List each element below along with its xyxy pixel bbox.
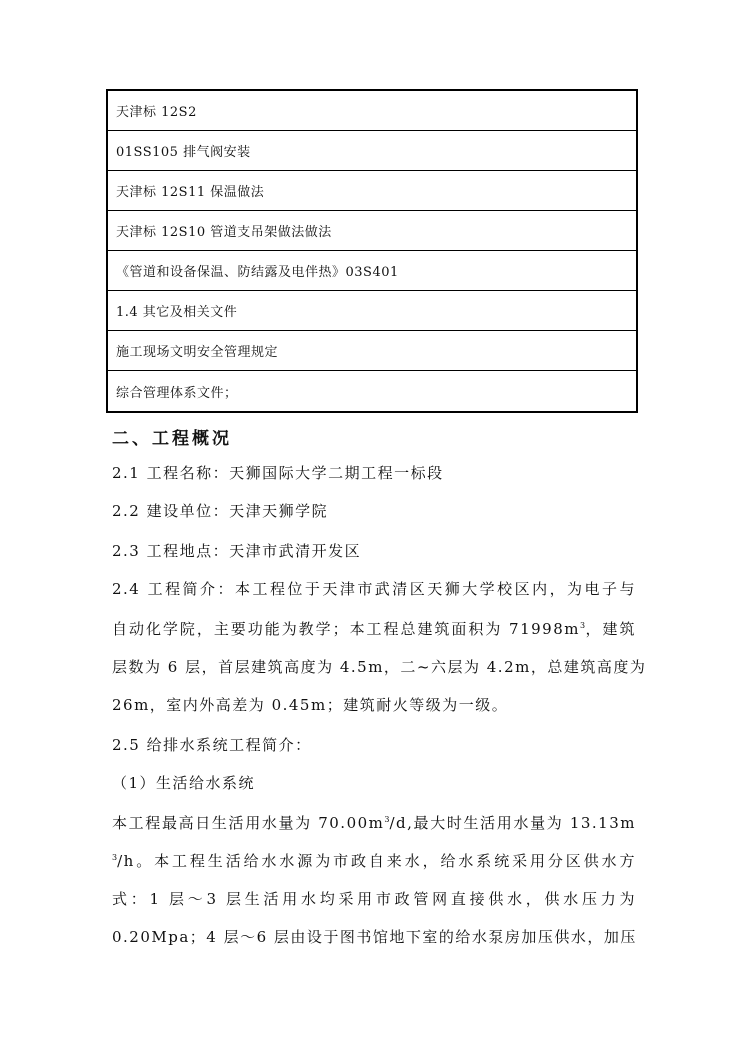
table-cell: 天津标 12S10 管道支吊架做法做法	[116, 225, 332, 240]
table-row	[108, 211, 636, 251]
table-row	[108, 291, 636, 331]
superscript: 3	[384, 815, 390, 824]
domestic-line	[112, 850, 636, 871]
table-cell: 1.4 其它及相关文件	[116, 305, 238, 320]
superscript: 3	[112, 853, 118, 862]
domestic-title: （1）生活给水系统	[112, 774, 256, 792]
superscript: 3	[579, 621, 586, 630]
table-row	[108, 131, 636, 171]
table-cell: 01SS105 排气阀安装	[116, 145, 251, 160]
water-intro-line: 2.5 给排水系统工程简介：	[112, 736, 312, 754]
table-cell: 《管道和设备保温、防结露及电伴热》03S401	[116, 265, 399, 280]
table-cell: 施工现场文明安全管理规定	[116, 345, 279, 360]
domestic-line: 式：1 层～3 层生活用水均采用市政管网直接供水，供水压力为	[112, 890, 636, 908]
intro-line: 层数为 6 层，首层建筑高度为 4.5m，二~六层为 4.2m，总建筑高度为	[112, 658, 647, 676]
table-cell: 天津标 12S11 保温做法	[116, 185, 265, 200]
domestic-text: 本工程最高日生活用水量为 70.00m	[112, 814, 385, 832]
table-cell: 综合管理体系文件；	[116, 385, 238, 401]
section-heading: 二、工程概况	[112, 429, 232, 449]
intro-text: ，建筑	[585, 620, 636, 638]
project-name-line: 2.1 工程名称：天狮国际大学二期工程一标段	[112, 464, 444, 482]
intro-text: 自动化学院，主要功能为教学；本工程总建筑面积为 71998m	[112, 620, 580, 638]
table-row	[108, 251, 636, 291]
intro-line: 26m，室内外高差为 0.45m；建筑耐火等级为一级。	[112, 696, 509, 714]
intro-line	[112, 618, 636, 639]
location-line: 2.3 工程地点：天津市武清开发区	[112, 542, 362, 560]
domestic-text: /d,最大时生活用水量为 13.13m	[389, 814, 636, 832]
domestic-line: 0.20Mpa；4 层～6 层由设于图书馆地下室的给水泵房加压供水，加压	[112, 928, 637, 946]
table-row	[108, 331, 636, 371]
domestic-text: /h。本工程生活给水水源为市政自来水，给水系统采用分区供水方	[117, 852, 636, 870]
builder-line: 2.2 建设单位：天津天狮学院	[112, 502, 329, 520]
table-cell: 天津标 12S2	[116, 105, 197, 120]
table-row	[108, 371, 636, 411]
domestic-line	[112, 812, 636, 833]
intro-line: 2.4 工程简介：本工程位于天津市武清区天狮大学校区内，为电子与	[112, 580, 636, 598]
table-row	[108, 171, 636, 211]
reference-standards-table	[106, 89, 638, 413]
table-row	[108, 91, 636, 131]
